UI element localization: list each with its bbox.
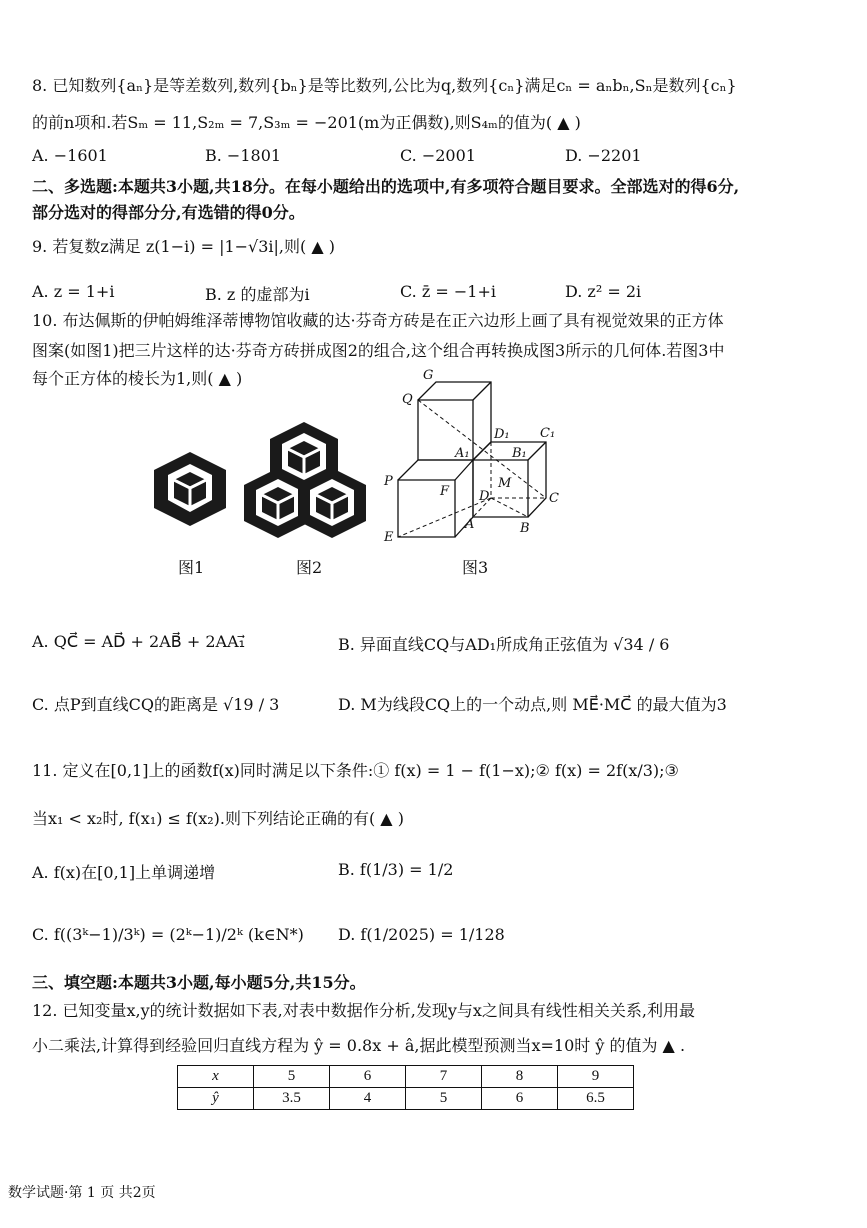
q9-stem: 9. 若复数z满足 z(1−i) = |1−√3i|,则( ▲ ) — [32, 237, 335, 256]
fig3-label-c1: C₁ — [540, 426, 556, 441]
q8-option-d: D. −2201 — [565, 146, 642, 165]
q8-line2: 的前n项和.若Sₘ = 11,S₂ₘ = 7,S₃ₘ = −201(m为正偶数),则S₄ₘ的值为( ▲ ) — [32, 113, 581, 132]
q8-option-a: A. −1601 — [32, 146, 108, 165]
fig3-label-f: F — [440, 484, 450, 499]
section2-line2: 部分选对的得部分分,有选错的得0分。 — [32, 203, 305, 222]
fig3-label-a1: A₁ — [455, 446, 470, 461]
fig3-label-q: Q — [402, 392, 413, 407]
q10-option-d: D. M为线段CQ上的一个动点,则 ME⃗·MC⃗ 的最大值为3 — [338, 695, 727, 714]
q8-option-b: B. −1801 — [205, 146, 282, 165]
section2-line1: 二、多选题:本题共3小题,共18分。在每小题给出的选项中,有多项符合题目要求。全部选对的得6分, — [32, 177, 740, 196]
figure1-cube-tile — [150, 450, 230, 528]
table-cell: 6 — [482, 1088, 558, 1110]
table-row-y — [178, 1088, 634, 1110]
q9-option-b: B. z 的虚部为i — [205, 285, 310, 304]
fig1-caption: 图1 — [178, 558, 205, 577]
q10-line2: 图案(如图1)把三片这样的达·芬奇方砖拼成图2的组合,这个组合再转换成图3所示的几何体.若图3中 — [32, 341, 725, 360]
table-header-y: ŷ — [178, 1088, 254, 1110]
q11-option-b: B. f(1/3) = 1/2 — [338, 860, 454, 879]
fig3-caption: 图3 — [462, 558, 489, 577]
fig3-label-a: A — [465, 517, 475, 532]
q8-option-c: C. −2001 — [400, 146, 476, 165]
fig3-label-p: P — [384, 474, 393, 489]
section3-heading: 三、填空题:本题共3小题,每小题5分,共15分。 — [32, 973, 366, 992]
q9-option-a: A. z = 1+i — [32, 282, 115, 301]
fig3-label-d1: D₁ — [494, 427, 510, 442]
fig2-caption: 图2 — [296, 558, 323, 577]
table-cell: 6.5 — [558, 1088, 634, 1110]
fig3-label-g: G — [423, 368, 434, 383]
q10-option-b: B. 异面直线CQ与AD₁所成角正弦值为 √34 / 6 — [338, 635, 670, 654]
q11-line1: 11. 定义在[0,1]上的函数f(x)同时满足以下条件:① f(x) = 1 − f(1−x);② f(x) = 2f(x/3);③ — [32, 761, 679, 780]
table-cell: 6 — [330, 1066, 406, 1088]
q10-line1: 10. 布达佩斯的伊帕姆维泽蒂博物馆收藏的达·芬奇方砖是在正六边形上画了具有视觉效果的正方体 — [32, 311, 724, 330]
q12-data-table — [177, 1065, 634, 1110]
q8-line1: 8. 已知数列{aₙ}是等差数列,数列{bₙ}是等比数列,公比为q,数列{cₙ}满足cₙ = aₙbₙ,Sₙ是数列{cₙ} — [32, 76, 737, 95]
fig3-label-b: B — [520, 521, 530, 536]
fig3-label-c: C — [549, 491, 559, 506]
q12-line2: 小二乘法,计算得到经验回归直线方程为 ŷ = 0.8x + â,据此模型预测当x=10时 ŷ 的值为 ▲ . — [32, 1036, 686, 1055]
table-cell: 8 — [482, 1066, 558, 1088]
table-cell: 9 — [558, 1066, 634, 1088]
page-footer: 数学试题·第 1 页 共2页 — [8, 1185, 156, 1201]
figure3-solid — [380, 365, 580, 550]
fig3-label-d: D — [479, 489, 490, 504]
fig3-label-m: M — [498, 476, 512, 491]
table-row-x — [178, 1066, 634, 1088]
table-cell: 7 — [406, 1066, 482, 1088]
q10-line3: 每个正方体的棱长为1,则( ▲ ) — [32, 369, 243, 388]
q11-option-c: C. f((3ᵏ−1)/3ᵏ) = (2ᵏ−1)/2ᵏ (k∈N*) — [32, 925, 304, 944]
table-cell: 3.5 — [254, 1088, 330, 1110]
fig3-label-e: E — [384, 530, 394, 545]
q12-line1: 12. 已知变量x,y的统计数据如下表,对表中数据作分析,发现y与x之间具有线性相关关系,利用最 — [32, 1001, 696, 1020]
q10-option-c: C. 点P到直线CQ的距离是 √19 / 3 — [32, 695, 280, 714]
q11-line2: 当x₁ < x₂时, f(x₁) ≤ f(x₂).则下列结论正确的有( ▲ ) — [32, 809, 404, 828]
figure2-three-tiles — [240, 420, 370, 540]
q9-option-d: D. z² = 2i — [565, 282, 642, 301]
table-cell: 5 — [254, 1066, 330, 1088]
table-header-x: x — [178, 1066, 254, 1088]
q11-option-d: D. f(1/2025) = 1/128 — [338, 925, 505, 944]
table-cell: 4 — [330, 1088, 406, 1110]
table-cell: 5 — [406, 1088, 482, 1110]
q11-option-a: A. f(x)在[0,1]上单调递增 — [32, 863, 216, 882]
q9-option-c: C. z̄ = −1+i — [400, 282, 496, 301]
fig3-label-b1: B₁ — [512, 446, 527, 461]
q10-option-a: A. QC⃗ = AD⃗ + 2AB⃗ + 2AA₁⃗ — [32, 632, 246, 651]
